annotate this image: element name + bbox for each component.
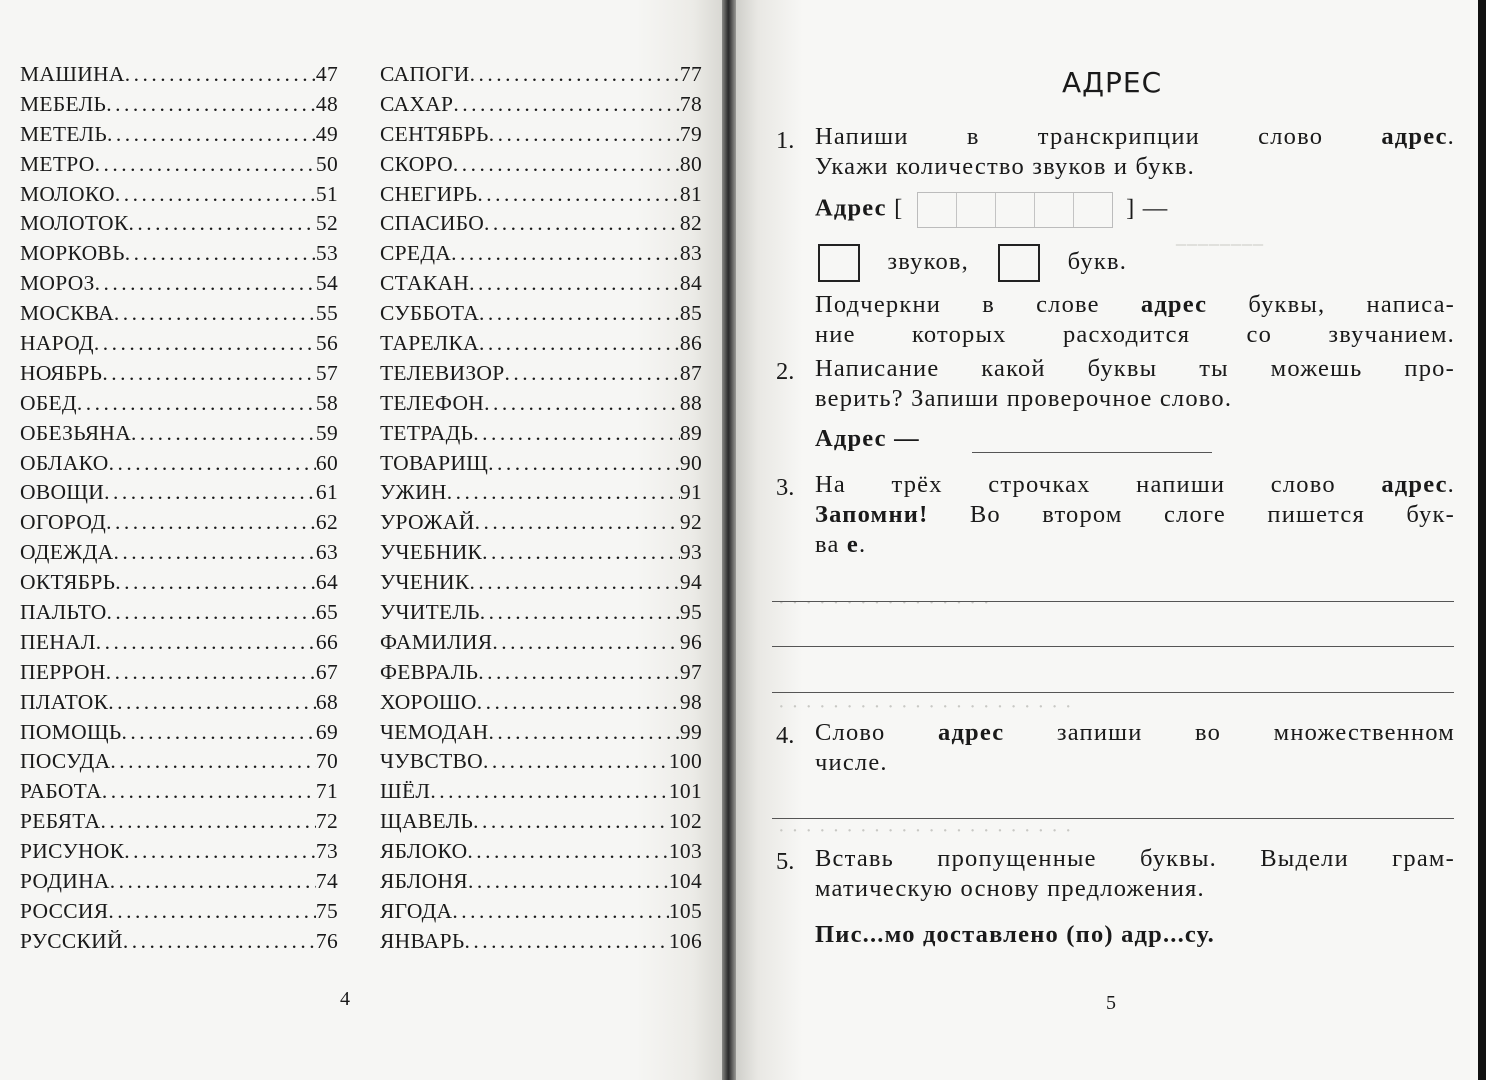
- exercise-5-line-1: Вставь пропущенные буквы. Выдели грам-: [815, 845, 1455, 872]
- exercise-2-line-2: верить? Запиши проверочное слово.: [815, 385, 1233, 412]
- index-page-number: 105: [668, 898, 702, 923]
- exercise-2-line-1: Написание какой буквы ты можешь про-: [815, 355, 1455, 382]
- index-word: МОРОЗ: [20, 271, 95, 296]
- index-word: СТАКАН: [380, 271, 470, 296]
- book-spine: [722, 0, 736, 1080]
- index-dot-leader: [467, 837, 668, 867]
- index-page-number: 84: [679, 271, 702, 296]
- index-dot-leader: [484, 209, 680, 239]
- index-dot-leader: [470, 568, 680, 598]
- exercise-5: [815, 844, 1455, 904]
- index-word: РОССИЯ: [20, 898, 109, 923]
- index-dot-leader: [482, 538, 680, 568]
- index-page-number: 47: [315, 62, 338, 86]
- index-dot-leader: [131, 419, 316, 449]
- exercise-1-line-4: ние которых расходится со звучанием.: [815, 321, 1455, 348]
- index-dot-leader: [115, 568, 316, 598]
- index-word: ОКТЯБРЬ: [20, 570, 116, 595]
- index-word: ЯБЛОКО: [380, 839, 468, 864]
- index-page-number: 82: [679, 211, 702, 236]
- index-dot-leader: [125, 60, 316, 90]
- index-dot-leader: [125, 239, 316, 269]
- exercise-1-line-3: Подчеркни в слове адрес буквы, написа-: [815, 291, 1456, 318]
- index-page-number: 49: [315, 121, 338, 146]
- index-entry: [20, 90, 338, 120]
- show-through-text: · · · · · · · · · · · · · · · · · · · · · ·: [778, 696, 1073, 718]
- index-entry: [380, 688, 702, 718]
- index-entry: [380, 538, 702, 568]
- index-page-number: 92: [679, 510, 702, 535]
- index-dot-leader: [489, 718, 680, 748]
- index-entry: [380, 90, 702, 120]
- index-dot-leader: [464, 927, 668, 957]
- exercise-3-line-2: Запомни! Во втором слоге пишется бук-: [815, 501, 1455, 528]
- index-page-number: 68: [315, 689, 338, 714]
- index-dot-leader: [483, 747, 669, 777]
- index-word: СКОРО: [380, 151, 453, 176]
- index-page-number: 77: [679, 62, 702, 86]
- index-page-number: 85: [679, 301, 702, 326]
- exercise-3-line-3: ва е.: [815, 531, 867, 558]
- index-dot-leader: [447, 478, 680, 508]
- index-word: ЧЕМОДАН: [380, 719, 489, 744]
- show-through-text: ________: [1176, 226, 1264, 248]
- index-page-number: 101: [668, 779, 702, 804]
- index-dot-leader: [106, 508, 316, 538]
- index-word: ПЕНАЛ: [20, 629, 96, 654]
- index-page-number: 76: [315, 928, 338, 953]
- index-entry: [20, 209, 338, 239]
- index-word: СУББОТА: [380, 301, 480, 326]
- index-page-number: 103: [668, 839, 702, 864]
- letters-count-box[interactable]: [998, 244, 1040, 282]
- answer-line[interactable]: [972, 452, 1212, 453]
- index-page-number: 51: [315, 181, 338, 206]
- index-entry: [20, 747, 338, 777]
- index-word: УРОЖАЙ: [380, 510, 475, 535]
- index-dot-leader: [489, 120, 680, 150]
- index-dot-leader: [104, 478, 316, 508]
- index-dot-leader: [484, 389, 680, 419]
- exercise-5-number: 5.: [776, 848, 795, 875]
- index-page-number: 80: [679, 151, 702, 176]
- index-column-1: [20, 60, 338, 957]
- index-dot-leader: [475, 508, 680, 538]
- exercise-4-line-2: числе.: [815, 749, 888, 776]
- index-entry: [380, 658, 702, 688]
- index-word: ОБЕД: [20, 390, 77, 415]
- index-entry: [20, 389, 338, 419]
- exercise-1: [815, 122, 1455, 182]
- exercise-2: [815, 354, 1455, 414]
- index-entry: [20, 628, 338, 658]
- page-number-left: 4: [340, 988, 350, 1010]
- index-entry: [380, 568, 702, 598]
- count-row: [818, 244, 1127, 282]
- index-word: САПОГИ: [380, 62, 470, 86]
- index-entry: [380, 927, 702, 957]
- index-word: НОЯБРЬ: [20, 360, 103, 385]
- index-dot-leader: [451, 239, 680, 269]
- writing-line[interactable]: [772, 646, 1454, 647]
- index-word: ТЕТРАДЬ: [380, 420, 474, 445]
- index-dot-leader: [480, 598, 680, 628]
- index-entry: [20, 419, 338, 449]
- index-column-2: [380, 60, 702, 957]
- index-entry: [20, 897, 338, 927]
- exercise-5-line-2: матическую основу предложения.: [815, 875, 1205, 902]
- index-entry: [380, 897, 702, 927]
- index-word: ТЕЛЕВИЗОР: [380, 360, 505, 385]
- index-page-number: 73: [315, 839, 338, 864]
- writing-line[interactable]: [772, 818, 1454, 819]
- exercise-3-line-1: На трёх строчках напиши слово адрес.: [815, 471, 1455, 498]
- index-word: МЕБЕЛЬ: [20, 91, 107, 116]
- index-page-number: 63: [315, 540, 338, 565]
- index-dot-leader: [100, 807, 315, 837]
- index-word: ЯНВАРЬ: [380, 928, 465, 953]
- index-word: ЧУВСТВО: [380, 749, 483, 774]
- index-entry: [20, 718, 338, 748]
- index-word: ОДЕЖДА: [20, 540, 114, 565]
- index-page-number: 90: [679, 450, 702, 475]
- index-dot-leader: [106, 658, 316, 688]
- index-entry: [20, 299, 338, 329]
- index-entry: [20, 777, 338, 807]
- index-word: СНЕГИРЬ: [380, 181, 478, 206]
- index-page-number: 89: [679, 420, 702, 445]
- index-entry: [20, 837, 338, 867]
- index-word: ЩАВЕЛЬ: [380, 809, 474, 834]
- sounds-count-box[interactable]: [818, 244, 860, 282]
- index-dot-leader: [488, 449, 680, 479]
- index-page-number: 74: [315, 869, 338, 894]
- index-page-number: 48: [315, 91, 338, 116]
- index-page-number: 53: [315, 241, 338, 266]
- index-word: МОРКОВЬ: [20, 241, 125, 266]
- index-dot-leader: [473, 419, 680, 449]
- index-page-number: 75: [315, 898, 338, 923]
- index-entry: [380, 239, 702, 269]
- index-dot-leader: [77, 389, 316, 419]
- index-word: МОЛОТОК: [20, 211, 129, 236]
- index-dot-leader: [453, 150, 680, 180]
- index-dot-leader: [110, 747, 315, 777]
- index-word: ФАМИЛИЯ: [380, 629, 493, 654]
- index-word: ОГОРОД: [20, 510, 107, 535]
- index-word: РУССКИЙ: [20, 928, 123, 953]
- left-page: [0, 0, 722, 1080]
- index-word: УЧИТЕЛЬ: [380, 600, 480, 625]
- index-entry: [380, 747, 702, 777]
- index-page-number: 106: [668, 928, 702, 953]
- index-dot-leader: [102, 359, 316, 389]
- index-page-number: 50: [315, 151, 338, 176]
- index-entry: [380, 628, 702, 658]
- index-page-number: 93: [679, 540, 702, 565]
- index-page-number: 52: [315, 211, 338, 236]
- index-entry: [20, 478, 338, 508]
- page-title: АДРЕС: [1062, 66, 1163, 99]
- index-word: САХАР: [380, 91, 454, 116]
- show-through-text: · · · · · · · · · · · · · · · · · · · · · ·: [778, 820, 1073, 842]
- exercise-1-number: 1.: [776, 127, 795, 154]
- index-word: ПОМОЩЬ: [20, 719, 122, 744]
- writing-line[interactable]: [772, 601, 1454, 602]
- index-entry: [380, 389, 702, 419]
- index-dot-leader: [129, 209, 316, 239]
- index-word: ЯБЛОНЯ: [380, 869, 468, 894]
- index-word: МОСКВА: [20, 301, 114, 326]
- index-entry: [380, 329, 702, 359]
- index-entry: [380, 359, 702, 389]
- index-dot-leader: [452, 897, 668, 927]
- index-page-number: 57: [315, 360, 338, 385]
- index-entry: [20, 239, 338, 269]
- index-dot-leader: [479, 329, 680, 359]
- index-entry: [20, 60, 338, 90]
- index-word: ОВОЩИ: [20, 480, 105, 505]
- index-page-number: 64: [315, 570, 338, 595]
- index-page-number: 99: [679, 719, 702, 744]
- index-word: ПЕРРОН: [20, 659, 106, 684]
- exercise-3-number: 3.: [776, 474, 795, 501]
- index-entry: [380, 269, 702, 299]
- index-page-number: 104: [668, 869, 702, 894]
- index-entry: [20, 269, 338, 299]
- index-dot-leader: [492, 628, 680, 658]
- index-page-number: 95: [679, 600, 702, 625]
- index-entry: [20, 508, 338, 538]
- index-word: ОБЕЗЬЯНА: [20, 420, 132, 445]
- index-word: УЧЕНИК: [380, 570, 470, 595]
- index-page-number: 98: [679, 689, 702, 714]
- index-dot-leader: [453, 90, 680, 120]
- index-page-number: 86: [679, 331, 702, 356]
- index-entry: [20, 120, 338, 150]
- index-word: ПАЛЬТО: [20, 600, 107, 625]
- sounds-label: звуков,: [887, 247, 969, 275]
- index-word: ТАРЕЛКА: [380, 331, 479, 356]
- index-page-number: 81: [679, 181, 702, 206]
- index-page-number: 87: [679, 360, 702, 385]
- index-dot-leader: [95, 269, 316, 299]
- index-entry: [20, 359, 338, 389]
- index-word: ФЕВРАЛЬ: [380, 659, 479, 684]
- index-entry: [20, 927, 338, 957]
- index-word: СРЕДА: [380, 241, 452, 266]
- index-word: РАБОТА: [20, 779, 102, 804]
- index-page-number: 59: [315, 420, 338, 445]
- index-entry: [20, 538, 338, 568]
- exercise-3: [815, 470, 1455, 560]
- index-page-number: 96: [679, 629, 702, 654]
- index-dot-leader: [107, 120, 316, 150]
- index-dot-leader: [469, 269, 680, 299]
- index-entry: [20, 807, 338, 837]
- index-page-number: 88: [679, 390, 702, 415]
- index-entry: [20, 150, 338, 180]
- index-word: ТОВАРИЩ: [380, 450, 489, 475]
- transcription-row: Адрес [ ] —: [815, 192, 1169, 228]
- index-entry: [380, 718, 702, 748]
- index-dot-leader: [110, 867, 316, 897]
- index-entry: [20, 598, 338, 628]
- index-page-number: 61: [315, 480, 338, 505]
- index-word: ШЁЛ: [380, 779, 431, 804]
- index-entry: [20, 688, 338, 718]
- index-dot-leader: [108, 897, 316, 927]
- exercise-2-number: 2.: [776, 358, 795, 385]
- exercise-4-line-1: Слово адрес запиши во множественном: [815, 719, 1455, 746]
- index-page-number: 60: [315, 450, 338, 475]
- index-word: РЕБЯТА: [20, 809, 101, 834]
- index-entry: [380, 867, 702, 897]
- transcription-boxes[interactable]: [917, 192, 1113, 228]
- index-word: УЧЕБНИК: [380, 540, 483, 565]
- exercise-5-sentence: Пис...мо доставлено (по) адр...су.: [815, 921, 1216, 948]
- index-dot-leader: [123, 927, 316, 957]
- index-page-number: 100: [668, 749, 702, 774]
- index-page-number: 54: [315, 271, 338, 296]
- index-entry: [20, 329, 338, 359]
- index-word: ПОСУДА: [20, 749, 111, 774]
- index-entry: [380, 598, 702, 628]
- index-word: СЕНТЯБРЬ: [380, 121, 489, 146]
- exercise-4: [815, 718, 1455, 778]
- index-dot-leader: [95, 150, 316, 180]
- index-word: РОДИНА: [20, 869, 110, 894]
- index-dot-leader: [505, 359, 680, 389]
- index-dot-leader: [109, 449, 316, 479]
- index-page-number: 58: [315, 390, 338, 415]
- index-entry: [380, 777, 702, 807]
- index-entry: [20, 180, 338, 210]
- exercise-4-number: 4.: [776, 722, 795, 749]
- index-dot-leader: [477, 688, 680, 718]
- index-dot-leader: [477, 180, 680, 210]
- index-page-number: 69: [315, 719, 338, 744]
- index-word: ОБЛАКО: [20, 450, 109, 475]
- exercise-1-part-2: [815, 290, 1455, 350]
- index-word: МЕТРО: [20, 151, 95, 176]
- index-dot-leader: [478, 658, 680, 688]
- index-page-number: 83: [679, 241, 702, 266]
- index-page-number: 56: [315, 331, 338, 356]
- index-entry: [380, 209, 702, 239]
- index-entry: [20, 658, 338, 688]
- index-page-number: 102: [668, 809, 702, 834]
- index-entry: [380, 478, 702, 508]
- index-page-number: 66: [315, 629, 338, 654]
- index-page-number: 91: [679, 480, 702, 505]
- show-through-text: · · · · · · · · · · · · · · · ·: [778, 592, 991, 614]
- index-page-number: 65: [315, 600, 338, 625]
- background-edge: [1478, 0, 1486, 1080]
- index-dot-leader: [102, 777, 316, 807]
- index-dot-leader: [479, 299, 680, 329]
- index-page-number: 55: [315, 301, 338, 326]
- index-entry: [20, 867, 338, 897]
- index-dot-leader: [468, 867, 669, 897]
- index-word: СПАСИБО: [380, 211, 485, 236]
- index-dot-leader: [473, 807, 669, 837]
- index-page-number: 94: [679, 570, 702, 595]
- index-entry: [380, 449, 702, 479]
- index-entry: [380, 299, 702, 329]
- index-entry: [380, 120, 702, 150]
- exercise-2-answer-label: Адрес —: [815, 425, 920, 452]
- index-dot-leader: [470, 60, 680, 90]
- index-dot-leader: [108, 688, 316, 718]
- index-entry: [20, 568, 338, 598]
- index-page-number: 70: [315, 749, 338, 774]
- page-number-right: 5: [1106, 992, 1116, 1014]
- index-entry: [380, 180, 702, 210]
- index-entry: [380, 837, 702, 867]
- index-dot-leader: [115, 180, 316, 210]
- index-page-number: 67: [315, 659, 338, 684]
- index-word: ПЛАТОК: [20, 689, 109, 714]
- index-dot-leader: [94, 329, 316, 359]
- index-dot-leader: [114, 538, 316, 568]
- index-dot-leader: [124, 837, 316, 867]
- index-entry: [380, 60, 702, 90]
- exercise-1-line-1: Напиши в транскрипции слово адрес.: [815, 123, 1455, 150]
- index-page-number: 79: [679, 121, 702, 146]
- index-dot-leader: [114, 299, 316, 329]
- letters-label: букв.: [1067, 247, 1128, 275]
- index-word: НАРОД: [20, 331, 94, 356]
- index-page-number: 62: [315, 510, 338, 535]
- index-word: МАШИНА: [20, 62, 125, 86]
- index-word: ХОРОШО: [380, 689, 477, 714]
- index-dot-leader: [107, 598, 316, 628]
- index-page-number: 97: [679, 659, 702, 684]
- index-entry: [20, 449, 338, 479]
- index-entry: [380, 419, 702, 449]
- index-page-number: 72: [315, 809, 338, 834]
- index-entry: [380, 150, 702, 180]
- index-page-number: 71: [315, 779, 338, 804]
- index-word: ТЕЛЕФОН: [380, 390, 485, 415]
- index-word: РИСУНОК: [20, 839, 125, 864]
- index-entry: [380, 508, 702, 538]
- exercise-1-line-2: Укажи количество звуков и букв.: [815, 153, 1195, 180]
- index-word: УЖИН: [380, 480, 447, 505]
- index-dot-leader: [430, 777, 669, 807]
- index-dot-leader: [122, 718, 316, 748]
- index-word: МЕТЕЛЬ: [20, 121, 107, 146]
- index-page-number: 78: [679, 91, 702, 116]
- index-word: ЯГОДА: [380, 898, 453, 923]
- index-dot-leader: [96, 628, 316, 658]
- index-word: МОЛОКО: [20, 181, 115, 206]
- writing-line[interactable]: [772, 692, 1454, 693]
- index-dot-leader: [106, 90, 316, 120]
- index-entry: [380, 807, 702, 837]
